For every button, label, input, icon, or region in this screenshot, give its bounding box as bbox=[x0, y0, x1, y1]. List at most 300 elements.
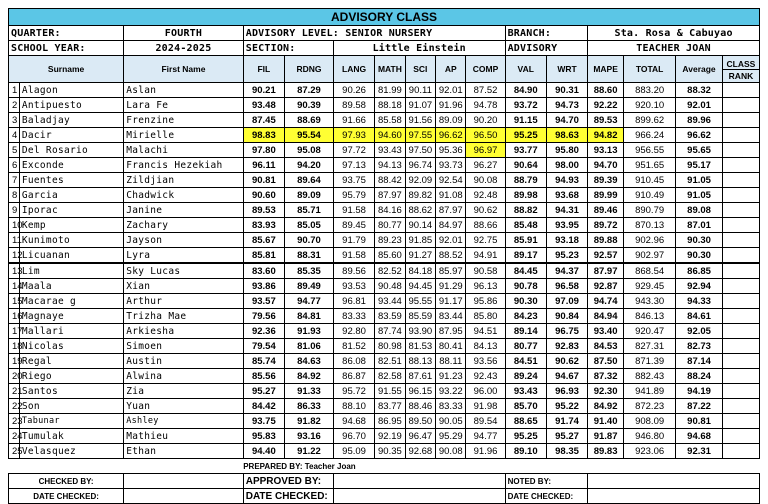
noted-by-label: NOTED BY: bbox=[505, 474, 588, 489]
grade-ap-cell: 95.29 bbox=[436, 429, 466, 444]
grade-lang-cell: 86.08 bbox=[333, 354, 374, 369]
table-row bbox=[9, 83, 760, 98]
surname-cell: Mallari bbox=[19, 324, 123, 339]
surname-cell: Kemp bbox=[19, 218, 123, 233]
grade-ap-cell: 85.97 bbox=[436, 263, 466, 279]
checked-by-field[interactable] bbox=[124, 474, 244, 489]
grade-rdng-cell: 85.71 bbox=[285, 203, 334, 218]
class-rank-cell[interactable] bbox=[722, 399, 759, 414]
average-cell: 86.85 bbox=[676, 263, 723, 279]
grade-rdng-cell: 91.33 bbox=[285, 384, 334, 399]
grade-math-cell: 82.52 bbox=[375, 263, 405, 279]
surname-cell: Regal bbox=[19, 354, 123, 369]
grade-mape-cell: 88.60 bbox=[588, 83, 624, 98]
average-cell: 89.08 bbox=[676, 203, 723, 218]
surname-cell: Tabunar bbox=[19, 414, 123, 429]
first-name-cell: Alwina bbox=[124, 369, 244, 384]
grade-rdng-cell: 88.69 bbox=[285, 113, 334, 128]
grade-mape-cell: 94.74 bbox=[588, 294, 624, 309]
advisory-level: ADVISORY LEVEL: SENIOR NURSERY bbox=[243, 26, 505, 41]
branch-label: BRANCH: bbox=[505, 26, 588, 41]
class-rank-cell[interactable] bbox=[722, 279, 759, 294]
table-row bbox=[9, 263, 760, 279]
grade-comp-cell: 94.77 bbox=[466, 429, 505, 444]
advisory-label: ADVISORY bbox=[505, 41, 588, 56]
grade-comp-cell: 96.13 bbox=[466, 279, 505, 294]
grade-val-cell: 80.77 bbox=[505, 339, 546, 354]
row-number: 6 bbox=[9, 158, 20, 173]
grade-ap-cell: 91.96 bbox=[436, 98, 466, 113]
grade-ap-cell: 90.08 bbox=[436, 444, 466, 459]
grade-wrt-cell: 94.67 bbox=[546, 369, 587, 384]
grade-rdng-cell: 90.39 bbox=[285, 98, 334, 113]
row-number: 2 bbox=[9, 98, 20, 113]
grade-fil-cell: 83.93 bbox=[243, 218, 284, 233]
header-sci: SCI bbox=[405, 56, 435, 83]
table-row bbox=[9, 444, 760, 459]
class-rank-cell[interactable] bbox=[722, 248, 759, 264]
grade-mape-cell: 92.57 bbox=[588, 248, 624, 264]
noted-by-field[interactable] bbox=[588, 474, 760, 489]
grade-comp-cell: 92.43 bbox=[466, 369, 505, 384]
grade-mape-cell: 89.83 bbox=[588, 444, 624, 459]
grade-ap-cell: 91.29 bbox=[436, 279, 466, 294]
grade-comp-cell: 96.50 bbox=[466, 128, 505, 143]
grade-val-cell: 95.25 bbox=[505, 128, 546, 143]
grade-fil-cell: 90.21 bbox=[243, 83, 284, 98]
header-surname: Surname bbox=[9, 56, 124, 83]
grade-val-cell: 89.98 bbox=[505, 188, 546, 203]
grade-sci-cell: 88.13 bbox=[405, 354, 435, 369]
grade-comp-cell: 89.54 bbox=[466, 414, 505, 429]
grade-val-cell: 89.14 bbox=[505, 324, 546, 339]
table-row bbox=[9, 143, 760, 158]
average-cell: 95.65 bbox=[676, 143, 723, 158]
grade-sci-cell: 85.59 bbox=[405, 309, 435, 324]
grade-sci-cell: 88.62 bbox=[405, 203, 435, 218]
row-number: 21 bbox=[9, 384, 20, 399]
header-wrt: WRT bbox=[546, 56, 587, 83]
grade-lang-cell: 92.80 bbox=[333, 324, 374, 339]
table-row bbox=[9, 113, 760, 128]
grade-sci-cell: 91.07 bbox=[405, 98, 435, 113]
grade-mape-cell: 89.72 bbox=[588, 218, 624, 233]
grade-sci-cell: 91.85 bbox=[405, 233, 435, 248]
grade-math-cell: 87.74 bbox=[375, 324, 405, 339]
grade-sci-cell: 97.50 bbox=[405, 143, 435, 158]
row-number: 16 bbox=[9, 309, 20, 324]
total-cell: 882.43 bbox=[624, 369, 676, 384]
grade-mape-cell: 94.82 bbox=[588, 128, 624, 143]
table-row bbox=[9, 354, 760, 369]
row-number: 3 bbox=[9, 113, 20, 128]
first-name-cell: Sky Lucas bbox=[124, 263, 244, 279]
total-cell: 923.06 bbox=[624, 444, 676, 459]
class-rank-cell[interactable] bbox=[722, 173, 759, 188]
average-cell: 87.22 bbox=[676, 399, 723, 414]
grade-lang-cell: 89.45 bbox=[333, 218, 374, 233]
row-number: 7 bbox=[9, 173, 20, 188]
class-rank-cell[interactable] bbox=[722, 354, 759, 369]
school-year-value: 2024-2025 bbox=[124, 41, 244, 56]
total-cell: 902.96 bbox=[624, 233, 676, 248]
grade-comp-cell: 84.13 bbox=[466, 339, 505, 354]
class-rank-cell[interactable] bbox=[722, 158, 759, 173]
grade-val-cell: 93.43 bbox=[505, 384, 546, 399]
grade-fil-cell: 93.75 bbox=[243, 414, 284, 429]
grade-wrt-cell: 94.37 bbox=[546, 263, 587, 279]
row-number: 25 bbox=[9, 444, 20, 459]
table-row bbox=[9, 279, 760, 294]
surname-cell: Alagon bbox=[19, 83, 123, 98]
first-name-cell: Simoen bbox=[124, 339, 244, 354]
grade-math-cell: 86.95 bbox=[375, 414, 405, 429]
grade-val-cell: 85.48 bbox=[505, 218, 546, 233]
total-cell: 870.13 bbox=[624, 218, 676, 233]
grade-math-cell: 81.99 bbox=[375, 83, 405, 98]
surname-cell: Santos bbox=[19, 384, 123, 399]
first-name-cell: Xian bbox=[124, 279, 244, 294]
row-number: 1 bbox=[9, 83, 20, 98]
row-number: 14 bbox=[9, 279, 20, 294]
sheet-title: ADVISORY CLASS bbox=[9, 9, 760, 26]
grade-fil-cell: 85.74 bbox=[243, 354, 284, 369]
grade-ap-cell: 80.41 bbox=[436, 339, 466, 354]
grade-sci-cell: 90.11 bbox=[405, 83, 435, 98]
total-cell: 890.79 bbox=[624, 203, 676, 218]
average-cell: 92.01 bbox=[676, 98, 723, 113]
first-name-cell: Zachary bbox=[124, 218, 244, 233]
row-number: 4 bbox=[9, 128, 20, 143]
grade-math-cell: 90.35 bbox=[375, 444, 405, 459]
grade-lang-cell: 95.72 bbox=[333, 384, 374, 399]
grade-ap-cell: 91.23 bbox=[436, 369, 466, 384]
grade-comp-cell: 96.97 bbox=[466, 143, 505, 158]
average-cell: 94.68 bbox=[676, 429, 723, 444]
grade-mape-cell: 92.87 bbox=[588, 279, 624, 294]
row-number: 9 bbox=[9, 203, 20, 218]
grade-lang-cell: 93.53 bbox=[333, 279, 374, 294]
total-cell: 920.47 bbox=[624, 324, 676, 339]
table-row bbox=[9, 294, 760, 309]
class-rank-cell[interactable] bbox=[722, 263, 759, 279]
header-first-name: First Name bbox=[124, 56, 244, 83]
grade-mape-cell: 89.99 bbox=[588, 188, 624, 203]
header-rank: RANK bbox=[722, 69, 759, 83]
grade-rdng-cell: 88.31 bbox=[285, 248, 334, 264]
grade-wrt-cell: 94.31 bbox=[546, 203, 587, 218]
total-cell: 946.80 bbox=[624, 429, 676, 444]
grade-val-cell: 84.51 bbox=[505, 354, 546, 369]
first-name-cell: Jayson bbox=[124, 233, 244, 248]
grade-val-cell: 84.45 bbox=[505, 263, 546, 279]
school-year-label: SCHOOL YEAR: bbox=[9, 41, 124, 56]
grade-mape-cell: 84.94 bbox=[588, 309, 624, 324]
grade-fil-cell: 85.81 bbox=[243, 248, 284, 264]
grade-comp-cell: 90.08 bbox=[466, 173, 505, 188]
average-cell: 91.05 bbox=[676, 188, 723, 203]
grade-lang-cell: 88.10 bbox=[333, 399, 374, 414]
grade-mape-cell: 93.40 bbox=[588, 324, 624, 339]
surname-cell: Son bbox=[19, 399, 123, 414]
class-rank-cell[interactable] bbox=[722, 309, 759, 324]
grade-lang-cell: 89.58 bbox=[333, 98, 374, 113]
grade-val-cell: 89.10 bbox=[505, 444, 546, 459]
total-cell: 943.30 bbox=[624, 294, 676, 309]
date-checked-field[interactable] bbox=[124, 489, 244, 504]
grade-wrt-cell: 95.22 bbox=[546, 399, 587, 414]
surname-cell: Kunimoto bbox=[19, 233, 123, 248]
class-rank-cell[interactable] bbox=[722, 128, 759, 143]
grade-fil-cell: 85.67 bbox=[243, 233, 284, 248]
header-val: VAL bbox=[505, 56, 546, 83]
total-cell: 883.20 bbox=[624, 83, 676, 98]
first-name-cell: Arthur bbox=[124, 294, 244, 309]
grade-mape-cell: 93.13 bbox=[588, 143, 624, 158]
grade-ap-cell: 92.01 bbox=[436, 83, 466, 98]
class-rank-cell[interactable] bbox=[722, 339, 759, 354]
grade-mape-cell: 94.70 bbox=[588, 158, 624, 173]
grade-val-cell: 88.79 bbox=[505, 173, 546, 188]
first-name-cell: Zildjian bbox=[124, 173, 244, 188]
grade-ap-cell: 92.01 bbox=[436, 233, 466, 248]
grade-math-cell: 93.43 bbox=[375, 143, 405, 158]
grade-ap-cell: 83.44 bbox=[436, 309, 466, 324]
surname-cell: Licuanan bbox=[19, 248, 123, 264]
grade-ap-cell: 84.97 bbox=[436, 218, 466, 233]
grade-fil-cell: 94.40 bbox=[243, 444, 284, 459]
grade-lang-cell: 81.52 bbox=[333, 339, 374, 354]
average-cell: 92.05 bbox=[676, 324, 723, 339]
total-cell: 966.24 bbox=[624, 128, 676, 143]
grade-math-cell: 85.58 bbox=[375, 113, 405, 128]
class-rank-cell[interactable] bbox=[722, 98, 759, 113]
grade-val-cell: 89.24 bbox=[505, 369, 546, 384]
grade-rdng-cell: 87.29 bbox=[285, 83, 334, 98]
grade-rdng-cell: 91.93 bbox=[285, 324, 334, 339]
table-row bbox=[9, 188, 760, 203]
header-mape: MAPE bbox=[588, 56, 624, 83]
total-cell: 868.54 bbox=[624, 263, 676, 279]
grade-rdng-cell: 94.20 bbox=[285, 158, 334, 173]
grade-lang-cell: 86.87 bbox=[333, 369, 374, 384]
grade-comp-cell: 94.78 bbox=[466, 98, 505, 113]
grade-fil-cell: 90.81 bbox=[243, 173, 284, 188]
average-cell: 92.31 bbox=[676, 444, 723, 459]
total-cell: 908.09 bbox=[624, 414, 676, 429]
grade-val-cell: 95.25 bbox=[505, 429, 546, 444]
first-name-cell: Francis Hezekiah bbox=[124, 158, 244, 173]
table-row bbox=[9, 158, 760, 173]
first-name-cell: Lyra bbox=[124, 248, 244, 264]
class-rank-cell[interactable] bbox=[722, 414, 759, 429]
grade-val-cell: 85.91 bbox=[505, 233, 546, 248]
first-name-cell: Yuan bbox=[124, 399, 244, 414]
grade-ap-cell: 83.33 bbox=[436, 399, 466, 414]
grade-rdng-cell: 89.64 bbox=[285, 173, 334, 188]
first-name-cell: Janine bbox=[124, 203, 244, 218]
grade-mape-cell: 84.53 bbox=[588, 339, 624, 354]
table-row bbox=[9, 173, 760, 188]
grade-comp-cell: 94.51 bbox=[466, 324, 505, 339]
grade-sci-cell: 92.09 bbox=[405, 173, 435, 188]
prepared-by: PREPARED BY: Teacher Joan bbox=[243, 461, 356, 471]
grade-sci-cell: 81.53 bbox=[405, 339, 435, 354]
grade-math-cell: 90.48 bbox=[375, 279, 405, 294]
first-name-cell: Arkiesha bbox=[124, 324, 244, 339]
grade-fil-cell: 90.60 bbox=[243, 188, 284, 203]
grade-rdng-cell: 81.06 bbox=[285, 339, 334, 354]
average-cell: 90.30 bbox=[676, 233, 723, 248]
grade-rdng-cell: 95.08 bbox=[285, 143, 334, 158]
average-cell: 94.19 bbox=[676, 384, 723, 399]
grade-wrt-cell: 95.27 bbox=[546, 429, 587, 444]
grade-lang-cell: 91.58 bbox=[333, 203, 374, 218]
approved-date-checked-field[interactable] bbox=[333, 489, 505, 504]
total-cell: 956.55 bbox=[624, 143, 676, 158]
grade-wrt-cell: 90.62 bbox=[546, 354, 587, 369]
grade-math-cell: 82.58 bbox=[375, 369, 405, 384]
grade-comp-cell: 87.52 bbox=[466, 83, 505, 98]
surname-cell: Dacir bbox=[19, 128, 123, 143]
table-row bbox=[9, 429, 760, 444]
grade-rdng-cell: 84.92 bbox=[285, 369, 334, 384]
grade-sci-cell: 89.50 bbox=[405, 414, 435, 429]
table-row bbox=[9, 98, 760, 113]
grade-rdng-cell: 91.82 bbox=[285, 414, 334, 429]
grade-rdng-cell: 89.09 bbox=[285, 188, 334, 203]
grade-lang-cell: 95.79 bbox=[333, 188, 374, 203]
table-row bbox=[9, 369, 760, 384]
noted-date-checked-field[interactable] bbox=[588, 489, 760, 504]
grade-val-cell: 93.77 bbox=[505, 143, 546, 158]
grade-ap-cell: 93.22 bbox=[436, 384, 466, 399]
first-name-cell: Mathieu bbox=[124, 429, 244, 444]
total-cell: 899.62 bbox=[624, 113, 676, 128]
grade-val-cell: 90.30 bbox=[505, 294, 546, 309]
average-cell: 91.05 bbox=[676, 173, 723, 188]
class-rank-cell[interactable] bbox=[722, 143, 759, 158]
surname-cell: Lim bbox=[19, 263, 123, 279]
first-name-cell: Ethan bbox=[124, 444, 244, 459]
surname-cell: Maala bbox=[19, 279, 123, 294]
row-number: 5 bbox=[9, 143, 20, 158]
grade-wrt-cell: 90.31 bbox=[546, 83, 587, 98]
surname-cell: Velasquez bbox=[19, 444, 123, 459]
grade-rdng-cell: 85.35 bbox=[285, 263, 334, 279]
total-cell: 872.23 bbox=[624, 399, 676, 414]
first-name-cell: Mirielle bbox=[124, 128, 244, 143]
class-rank-cell[interactable] bbox=[722, 233, 759, 248]
grade-ap-cell: 91.17 bbox=[436, 294, 466, 309]
grade-wrt-cell: 94.73 bbox=[546, 98, 587, 113]
grade-sci-cell: 96.15 bbox=[405, 384, 435, 399]
grade-mape-cell: 87.32 bbox=[588, 369, 624, 384]
grade-lang-cell: 97.13 bbox=[333, 158, 374, 173]
class-rank-cell[interactable] bbox=[722, 384, 759, 399]
grade-sci-cell: 88.46 bbox=[405, 399, 435, 414]
class-rank-cell[interactable] bbox=[722, 203, 759, 218]
surname-cell: Baladjay bbox=[19, 113, 123, 128]
grade-fil-cell: 85.56 bbox=[243, 369, 284, 384]
class-rank-cell[interactable] bbox=[722, 294, 759, 309]
grade-fil-cell: 93.48 bbox=[243, 98, 284, 113]
table-row bbox=[9, 233, 760, 248]
grade-rdng-cell: 90.70 bbox=[285, 233, 334, 248]
surname-cell: Nicolas bbox=[19, 339, 123, 354]
grade-comp-cell: 92.48 bbox=[466, 188, 505, 203]
grade-ap-cell: 88.52 bbox=[436, 248, 466, 264]
grade-sci-cell: 96.74 bbox=[405, 158, 435, 173]
noted-date-checked-label: DATE CHECKED: bbox=[505, 489, 588, 504]
row-number: 10 bbox=[9, 218, 20, 233]
class-rank-cell[interactable] bbox=[722, 369, 759, 384]
average-cell: 90.30 bbox=[676, 248, 723, 264]
table-row bbox=[9, 218, 760, 233]
grade-ap-cell: 87.97 bbox=[436, 203, 466, 218]
grade-math-cell: 93.44 bbox=[375, 294, 405, 309]
surname-cell: Fuentes bbox=[19, 173, 123, 188]
grade-ap-cell: 96.62 bbox=[436, 128, 466, 143]
row-number: 24 bbox=[9, 429, 20, 444]
quarter-value: FOURTH bbox=[124, 26, 244, 41]
first-name-cell: Zia bbox=[124, 384, 244, 399]
grade-lang-cell: 90.26 bbox=[333, 83, 374, 98]
grade-math-cell: 88.18 bbox=[375, 98, 405, 113]
class-rank-cell[interactable] bbox=[722, 83, 759, 98]
grade-mape-cell: 92.30 bbox=[588, 384, 624, 399]
grade-fil-cell: 83.60 bbox=[243, 263, 284, 279]
grade-wrt-cell: 98.00 bbox=[546, 158, 587, 173]
average-cell: 87.14 bbox=[676, 354, 723, 369]
grade-lang-cell: 91.79 bbox=[333, 233, 374, 248]
class-rank-cell[interactable] bbox=[722, 188, 759, 203]
approved-by-field[interactable] bbox=[333, 474, 505, 489]
grade-sci-cell: 87.61 bbox=[405, 369, 435, 384]
grade-mape-cell: 87.97 bbox=[588, 263, 624, 279]
grade-val-cell: 90.64 bbox=[505, 158, 546, 173]
class-rank-cell[interactable] bbox=[722, 113, 759, 128]
grade-wrt-cell: 93.95 bbox=[546, 218, 587, 233]
grade-lang-cell: 97.93 bbox=[333, 128, 374, 143]
quarter-label: QUARTER: bbox=[9, 26, 124, 41]
grade-rdng-cell: 84.81 bbox=[285, 309, 334, 324]
grade-val-cell: 88.82 bbox=[505, 203, 546, 218]
class-rank-cell[interactable] bbox=[722, 324, 759, 339]
table-row bbox=[9, 203, 760, 218]
grade-math-cell: 87.97 bbox=[375, 188, 405, 203]
average-cell: 87.01 bbox=[676, 218, 723, 233]
grade-wrt-cell: 96.93 bbox=[546, 384, 587, 399]
class-rank-cell[interactable] bbox=[722, 429, 759, 444]
grade-fil-cell: 92.36 bbox=[243, 324, 284, 339]
class-rank-cell[interactable] bbox=[722, 444, 759, 459]
section-label: SECTION: bbox=[243, 41, 333, 56]
grade-wrt-cell: 96.75 bbox=[546, 324, 587, 339]
table-row bbox=[9, 399, 760, 414]
grade-mape-cell: 87.50 bbox=[588, 354, 624, 369]
grade-wrt-cell: 92.83 bbox=[546, 339, 587, 354]
grade-lang-cell: 97.72 bbox=[333, 143, 374, 158]
table-row bbox=[9, 324, 760, 339]
approved-date-checked-label: DATE CHECKED: bbox=[243, 489, 333, 504]
grade-sci-cell: 91.56 bbox=[405, 113, 435, 128]
class-rank-cell[interactable] bbox=[722, 218, 759, 233]
grade-fil-cell: 79.56 bbox=[243, 309, 284, 324]
section-value: Little Einstein bbox=[333, 41, 505, 56]
first-name-cell: Aslan bbox=[124, 83, 244, 98]
row-number: 8 bbox=[9, 188, 20, 203]
